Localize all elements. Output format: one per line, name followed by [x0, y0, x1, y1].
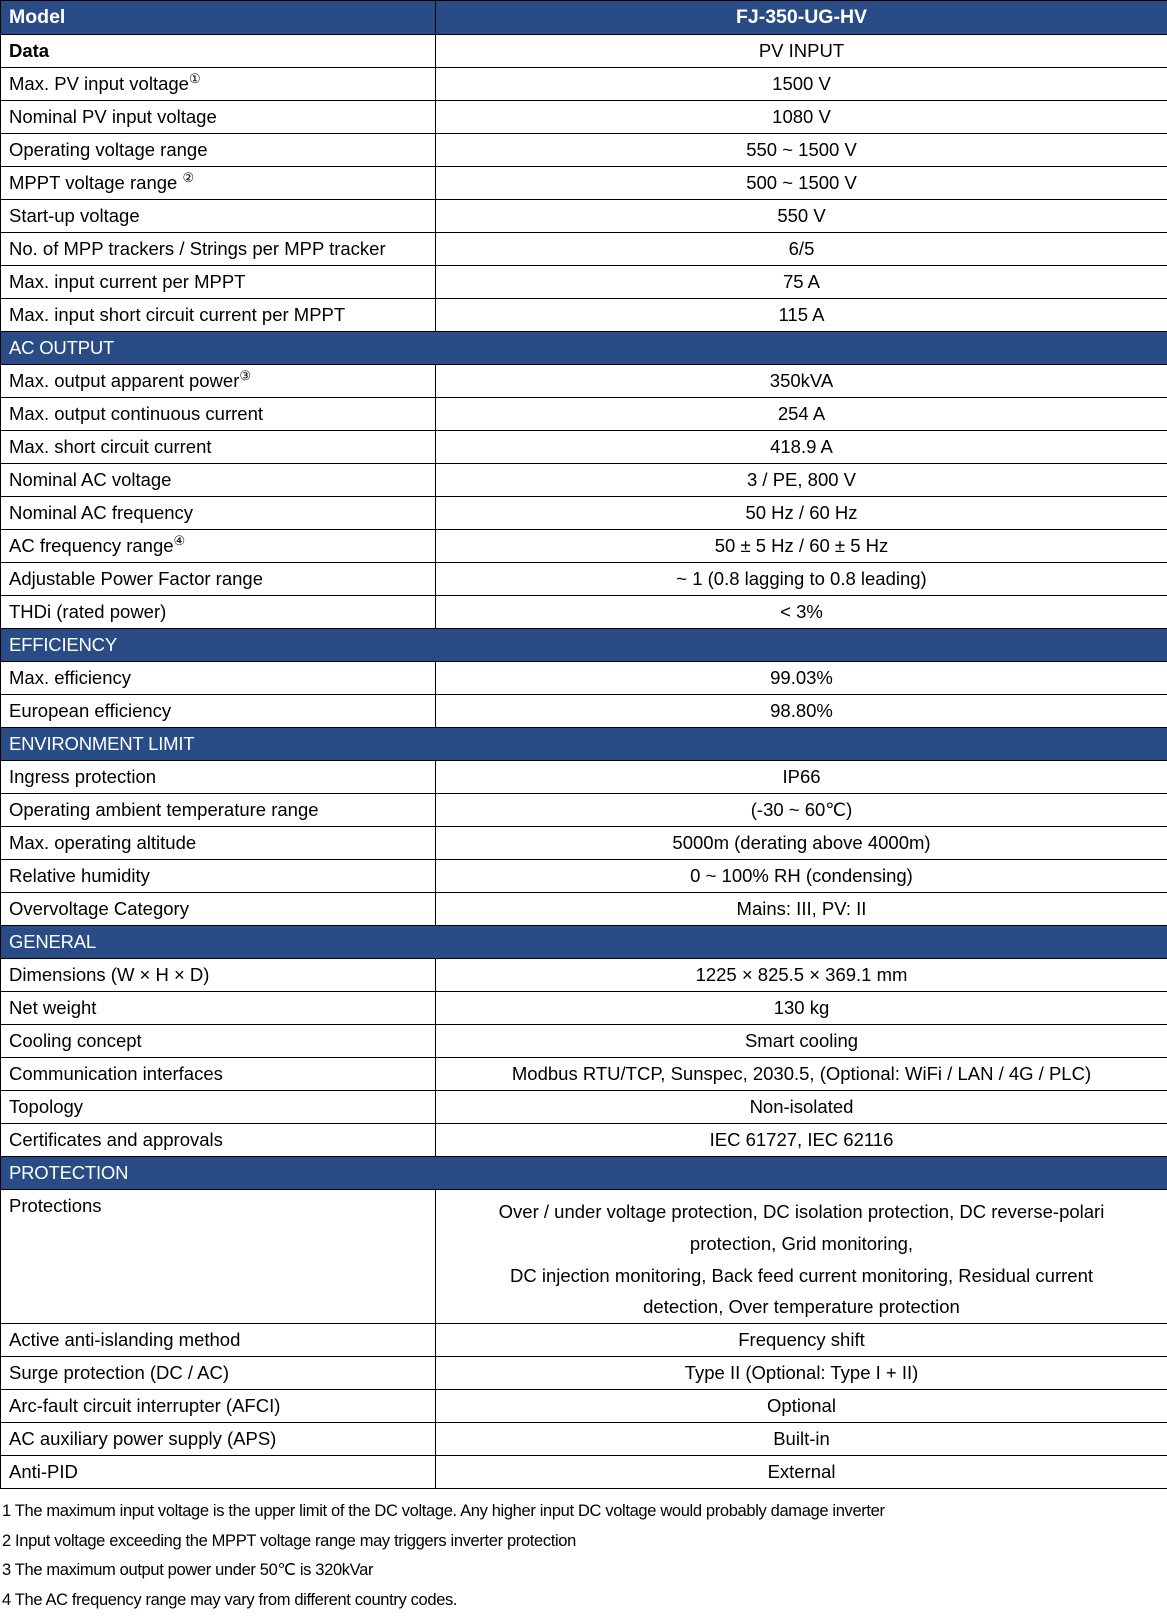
row-value-text: 500 ~ 1500 V: [746, 172, 857, 193]
row-label-text: Start-up voltage: [9, 205, 140, 226]
row-label-text: Nominal AC frequency: [9, 502, 193, 523]
row-value-text: 0 ~ 100% RH (condensing): [690, 865, 913, 886]
footnote-marker: ①: [189, 70, 201, 85]
table-row: [1, 893, 1167, 926]
table-row: [1, 761, 1167, 794]
row-value-text: IP66: [782, 766, 820, 787]
row-value: [436, 1190, 1167, 1324]
row-label: [1, 662, 436, 695]
row-value-text: External: [768, 1461, 836, 1482]
data-subheader-value: PV INPUT: [436, 35, 1167, 68]
row-value-line: protection, Grid monitoring,: [444, 1228, 1159, 1260]
table-row: [1, 563, 1167, 596]
footnote-marker: ②: [182, 169, 194, 184]
row-value-text: 1080 V: [772, 106, 831, 127]
row-label: [1, 1091, 436, 1124]
row-label-text: Net weight: [9, 997, 96, 1018]
row-value: [436, 266, 1167, 299]
row-label-text: Max. input short circuit current per MPPT: [9, 304, 345, 325]
row-label-text: No. of MPP trackers / Strings per MPP tracker: [9, 238, 386, 259]
row-value: [436, 860, 1167, 893]
row-value: [436, 563, 1167, 596]
row-label: [1, 431, 436, 464]
row-label-text: Max. short circuit current: [9, 436, 212, 457]
row-value-text: 3 / PE, 800 V: [747, 469, 856, 490]
row-label: [1, 1058, 436, 1091]
row-value-text: 1500 V: [772, 73, 831, 94]
row-label: [1, 1423, 436, 1456]
row-label-text: Max. output continuous current: [9, 403, 263, 424]
row-label: [1, 794, 436, 827]
row-value-text: 1225 × 825.5 × 369.1 mm: [696, 964, 908, 985]
row-value: [436, 1357, 1167, 1390]
row-label-text: Ingress protection: [9, 766, 156, 787]
table-subheader-row: [1, 35, 1167, 68]
table-row: [1, 299, 1167, 332]
row-label-text: Active anti-islanding method: [9, 1329, 240, 1350]
row-label: [1, 695, 436, 728]
table-row: [1, 1058, 1167, 1091]
row-value-text: Optional: [767, 1395, 836, 1416]
row-value-text: Type II (Optional: Type I + II): [685, 1362, 919, 1383]
row-label: [1, 1190, 436, 1324]
row-value: [436, 1091, 1167, 1124]
row-label-text: Max. PV input voltage: [9, 73, 189, 94]
row-label: [1, 761, 436, 794]
table-row: [1, 1091, 1167, 1124]
row-label-text: Max. efficiency: [9, 667, 131, 688]
row-value: [436, 299, 1167, 332]
row-label-text: Arc-fault circuit interrupter (AFCI): [9, 1395, 280, 1416]
data-subheader-label: Data: [1, 35, 436, 68]
row-value-text: ~ 1 (0.8 lagging to 0.8 leading): [676, 568, 926, 589]
row-value: [436, 827, 1167, 860]
table-header-row: [1, 1, 1167, 35]
table-row: [1, 695, 1167, 728]
table-row: [1, 266, 1167, 299]
row-value: [436, 1423, 1167, 1456]
row-value: [436, 68, 1167, 101]
row-value: [436, 497, 1167, 530]
row-value-text: 50 ± 5 Hz / 60 ± 5 Hz: [715, 535, 889, 556]
row-label-text: Adjustable Power Factor range: [9, 568, 263, 589]
row-value: [436, 167, 1167, 200]
row-label-text: Operating voltage range: [9, 139, 208, 160]
row-value: [436, 596, 1167, 629]
row-value-text: Smart cooling: [745, 1030, 858, 1051]
row-label: [1, 398, 436, 431]
row-value: [436, 893, 1167, 926]
row-value: [436, 398, 1167, 431]
row-value: [436, 662, 1167, 695]
row-value-text: (-30 ~ 60℃): [751, 799, 853, 820]
table-row: [1, 827, 1167, 860]
row-label: [1, 1357, 436, 1390]
row-label-text: Nominal PV input voltage: [9, 106, 217, 127]
row-label: [1, 101, 436, 134]
row-value: [436, 530, 1167, 563]
row-label-text: Operating ambient temperature range: [9, 799, 319, 820]
row-value: [436, 1124, 1167, 1157]
row-value-text: 550 V: [777, 205, 825, 226]
section-header-ac-output: AC OUTPUT: [1, 332, 1167, 365]
row-label: [1, 134, 436, 167]
row-label: [1, 200, 436, 233]
row-label-text: Topology: [9, 1096, 83, 1117]
row-label-text: THDi (rated power): [9, 601, 166, 622]
row-label-text: Dimensions (W × H × D): [9, 964, 209, 985]
row-label-text: AC auxiliary power supply (APS): [9, 1428, 276, 1449]
row-value-text: 350kVA: [770, 370, 833, 391]
row-label: [1, 266, 436, 299]
row-label-text: Max. operating altitude: [9, 832, 196, 853]
row-label: [1, 992, 436, 1025]
row-value-text: IEC 61727, IEC 62116: [710, 1129, 894, 1150]
row-value: [436, 233, 1167, 266]
table-row: [1, 1190, 1167, 1324]
row-label-text: Max. output apparent power: [9, 370, 239, 391]
section-header-row: [1, 728, 1167, 761]
row-label: [1, 167, 436, 200]
row-value: [436, 200, 1167, 233]
row-value: [436, 1324, 1167, 1357]
row-value-text: 418.9 A: [770, 436, 833, 457]
row-label: [1, 497, 436, 530]
row-value-text: 99.03%: [770, 667, 833, 688]
row-label: [1, 233, 436, 266]
footnotes-list: [0, 1489, 1167, 1621]
row-value: [436, 464, 1167, 497]
model-header-label: Model: [1, 1, 436, 35]
row-value-text: Modbus RTU/TCP, Sunspec, 2030.5, (Optional: WiFi / LAN / 4G / PLC): [512, 1063, 1091, 1084]
section-header-row: [1, 926, 1167, 959]
footnote: 4 The AC frequency range may vary from different country codes.: [2, 1592, 1165, 1621]
table-row: [1, 200, 1167, 233]
row-label: [1, 1324, 436, 1357]
row-value: [436, 101, 1167, 134]
table-row: [1, 1124, 1167, 1157]
row-label-text: Overvoltage Category: [9, 898, 189, 919]
row-value: [436, 992, 1167, 1025]
row-value-text: Built-in: [773, 1428, 830, 1449]
row-label-text: Anti-PID: [9, 1461, 78, 1482]
row-value: [436, 959, 1167, 992]
row-label: [1, 530, 436, 563]
row-label: [1, 596, 436, 629]
row-value-text: Mains: III, PV: II: [737, 898, 867, 919]
row-label: [1, 827, 436, 860]
row-label: [1, 959, 436, 992]
section-header-efficiency: EFFICIENCY: [1, 629, 1167, 662]
section-header-protection: PROTECTION: [1, 1157, 1167, 1190]
row-value-text: Frequency shift: [738, 1329, 864, 1350]
row-label-text: AC frequency range: [9, 535, 174, 556]
row-label-text: Max. input current per MPPT: [9, 271, 245, 292]
row-value: [436, 794, 1167, 827]
row-value-text: 5000m (derating above 4000m): [672, 832, 930, 853]
row-value-text: < 3%: [780, 601, 823, 622]
table-row: [1, 398, 1167, 431]
table-row: [1, 365, 1167, 398]
table-row: [1, 992, 1167, 1025]
row-value: [436, 1456, 1167, 1489]
row-label: [1, 860, 436, 893]
table-row: [1, 1357, 1167, 1390]
footnote-marker: ③: [239, 367, 251, 382]
section-header-environment-limit: ENVIRONMENT LIMIT: [1, 728, 1167, 761]
row-label: [1, 464, 436, 497]
table-row: [1, 464, 1167, 497]
row-value-line: Over / under voltage protection, DC isolation protection, DC reverse-polari: [444, 1196, 1159, 1228]
table-row: [1, 662, 1167, 695]
row-value: [436, 1058, 1167, 1091]
row-value: [436, 1390, 1167, 1423]
row-value-text: 130 kg: [774, 997, 830, 1018]
table-row: [1, 1456, 1167, 1489]
section-header-row: [1, 629, 1167, 662]
table-row: [1, 596, 1167, 629]
section-header-row: [1, 1157, 1167, 1190]
footnote: 2 Input voltage exceeding the MPPT voltage range may triggers inverter protection: [2, 1533, 1165, 1563]
row-value-text: Non-isolated: [750, 1096, 854, 1117]
table-row: [1, 959, 1167, 992]
row-value-text: 254 A: [778, 403, 825, 424]
table-row: [1, 1025, 1167, 1058]
table-row: [1, 134, 1167, 167]
row-value: [436, 365, 1167, 398]
row-label: [1, 563, 436, 596]
footnote: 1 The maximum input voltage is the upper limit of the DC voltage. Any higher input DC voltage would probably damage inverter: [2, 1503, 1165, 1533]
row-label: [1, 1390, 436, 1423]
footnote-marker: ④: [174, 532, 186, 547]
table-row: [1, 167, 1167, 200]
table-row: [1, 101, 1167, 134]
table-row: [1, 431, 1167, 464]
row-value: [436, 761, 1167, 794]
row-value: [436, 431, 1167, 464]
row-value-line: detection, Over temperature protection: [444, 1291, 1159, 1323]
row-label-text: Surge protection (DC / AC): [9, 1362, 229, 1383]
table-row: [1, 860, 1167, 893]
table-row: [1, 233, 1167, 266]
row-value-text: 550 ~ 1500 V: [746, 139, 857, 160]
table-row: [1, 497, 1167, 530]
row-value: [436, 1025, 1167, 1058]
table-row: [1, 1324, 1167, 1357]
row-label: [1, 68, 436, 101]
section-header-row: [1, 332, 1167, 365]
table-row: [1, 794, 1167, 827]
row-label: [1, 1456, 436, 1489]
row-label-text: European efficiency: [9, 700, 171, 721]
row-label-text: Cooling concept: [9, 1030, 142, 1051]
row-value: [436, 695, 1167, 728]
row-label-text: Nominal AC voltage: [9, 469, 171, 490]
footnote: 3 The maximum output power under 50℃ is 320kVar: [2, 1562, 1165, 1592]
row-value-text: 75 A: [783, 271, 820, 292]
row-label-text: Protections: [9, 1195, 102, 1216]
row-value-text: 50 Hz / 60 Hz: [745, 502, 857, 523]
model-header-value: FJ-350-UG-HV: [436, 1, 1167, 35]
row-label-text: Relative humidity: [9, 865, 150, 886]
table-row: [1, 1390, 1167, 1423]
row-label: [1, 299, 436, 332]
row-value-text: 6/5: [789, 238, 815, 259]
row-value-text: 115 A: [779, 304, 825, 325]
row-label: [1, 365, 436, 398]
table-row: [1, 68, 1167, 101]
row-label-text: Communication interfaces: [9, 1063, 223, 1084]
table-row: [1, 530, 1167, 563]
row-label-text: MPPT voltage range: [9, 172, 182, 193]
section-header-general: GENERAL: [1, 926, 1167, 959]
row-label: [1, 893, 436, 926]
row-label-text: Certificates and approvals: [9, 1129, 223, 1150]
row-value-text: 98.80%: [770, 700, 833, 721]
row-value-line: DC injection monitoring, Back feed current monitoring, Residual current: [444, 1260, 1159, 1292]
table-row: [1, 1423, 1167, 1456]
row-label: [1, 1025, 436, 1058]
row-value: [436, 134, 1167, 167]
row-label: [1, 1124, 436, 1157]
